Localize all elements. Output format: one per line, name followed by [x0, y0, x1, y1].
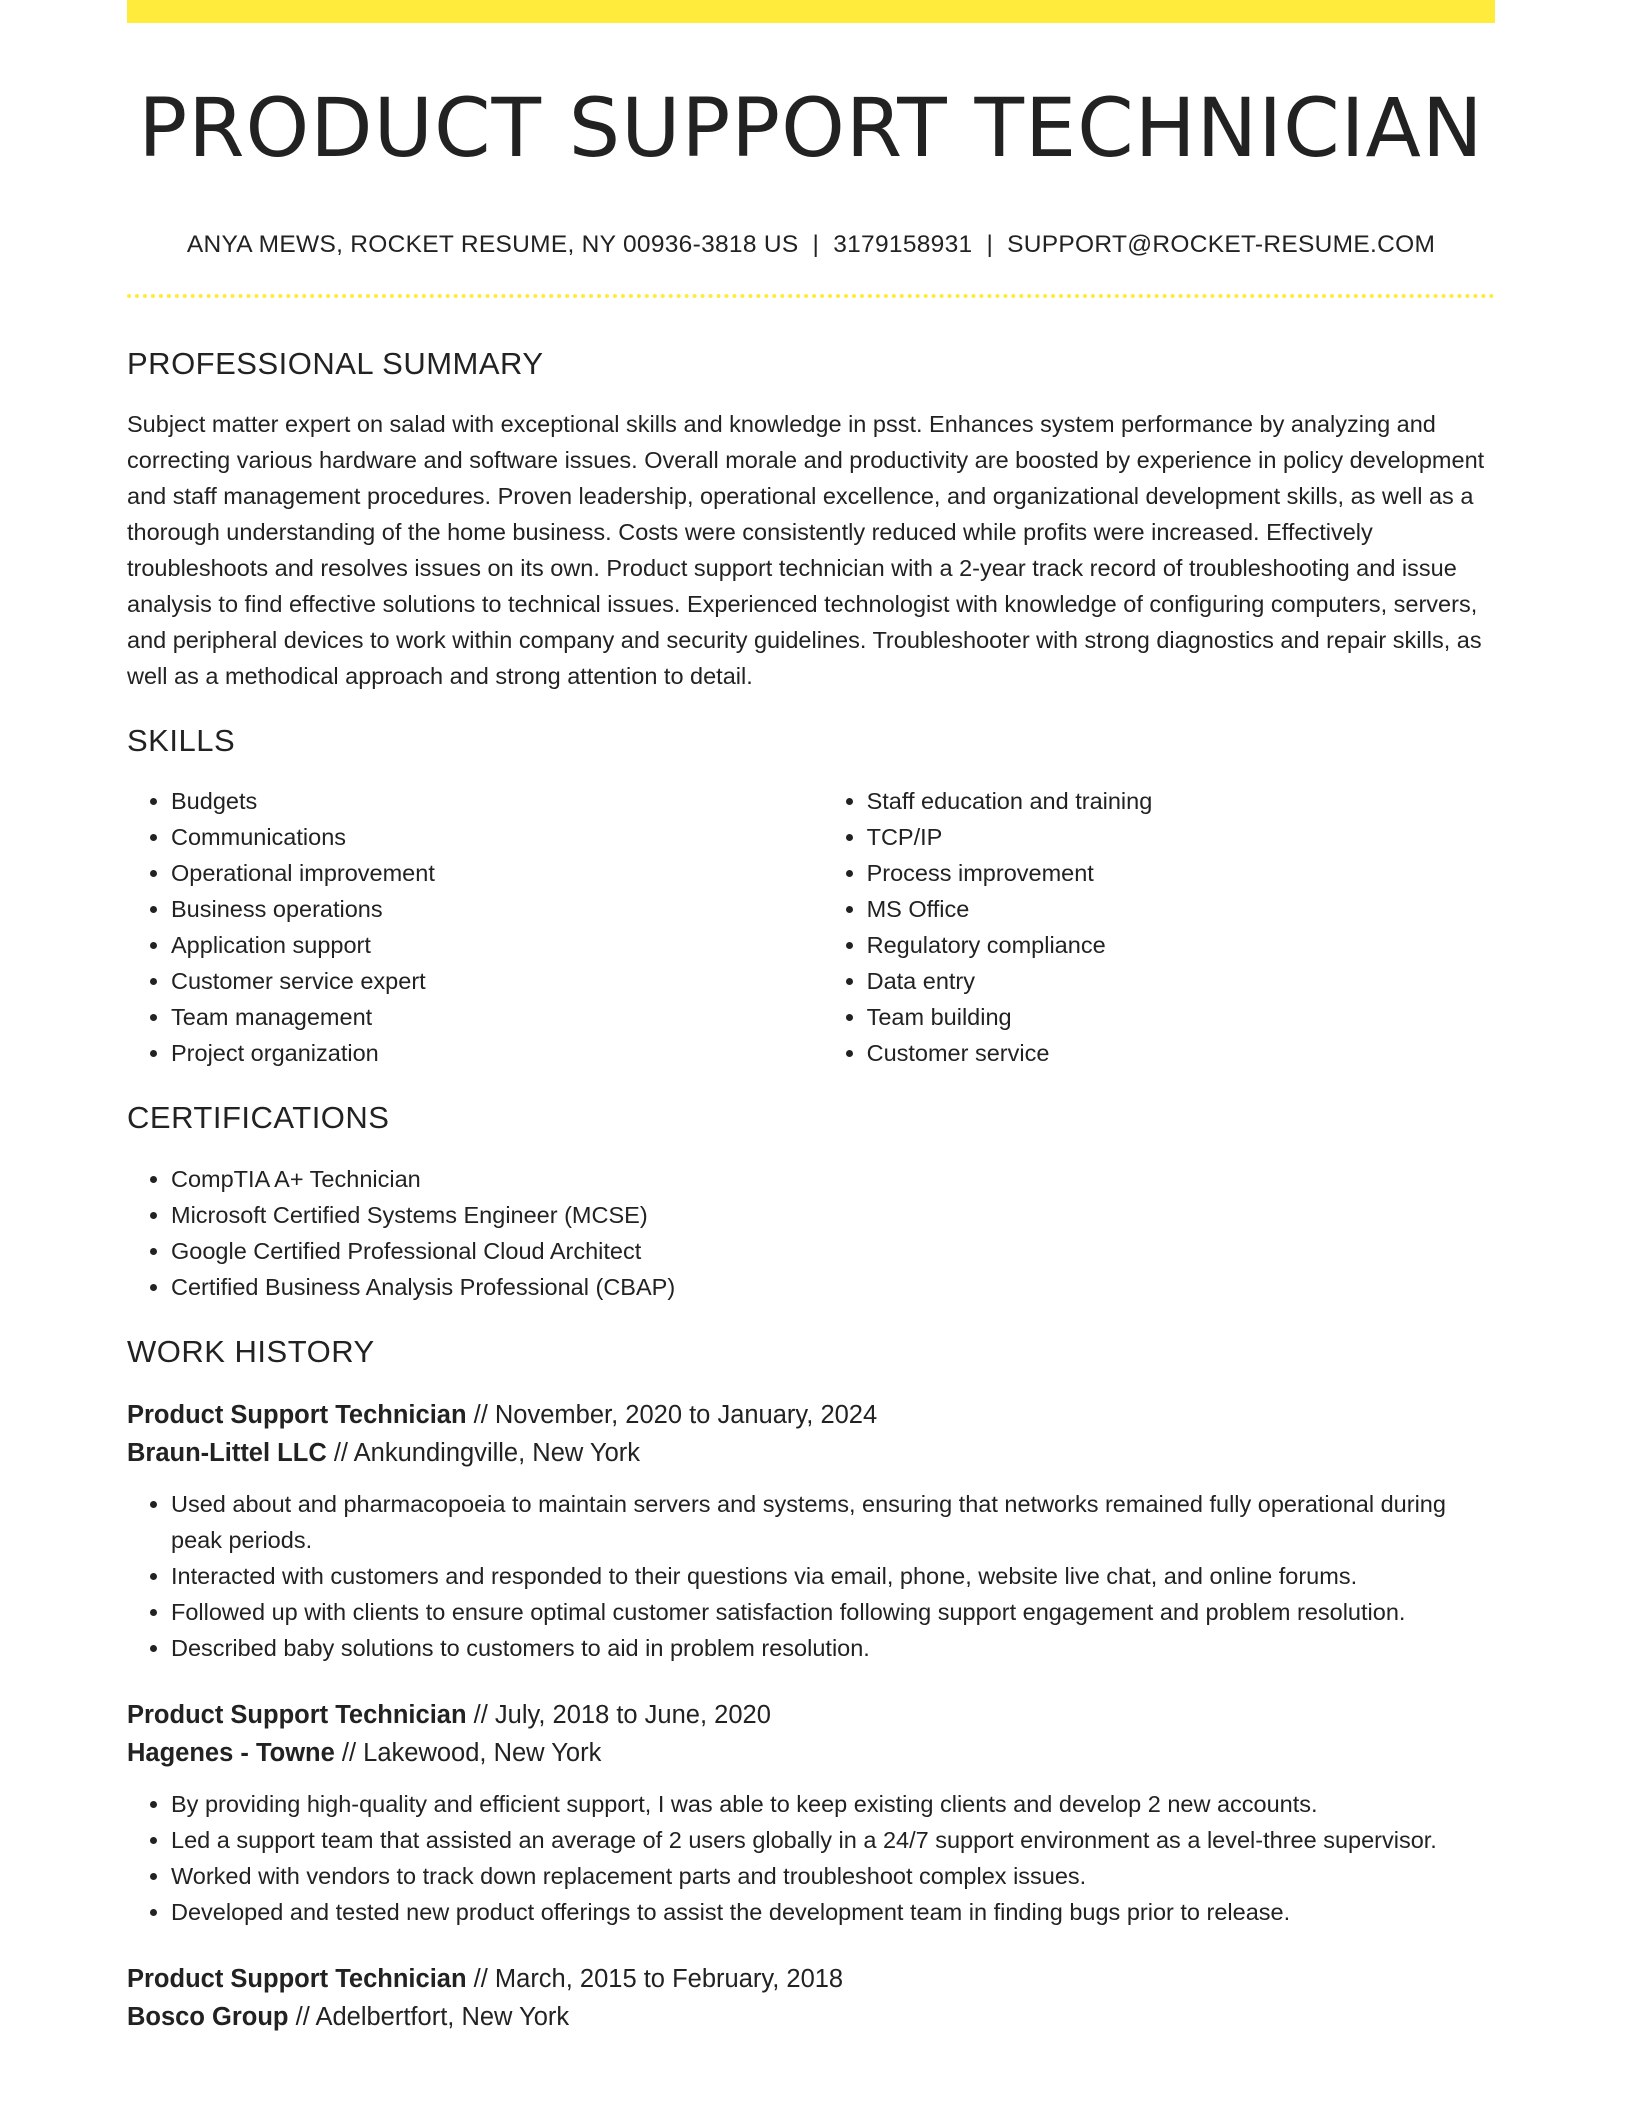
job-bullet: • By providing high-quality and efficient support, I was able to keep existing clients and develop 2 new accounts.: [171, 1786, 1495, 1822]
job-dates: // November, 2020 to January, 2024: [473, 1400, 878, 1429]
job-bullet: • Worked with vendors to track down replacement parts and troubleshoot complex issues.: [171, 1858, 1495, 1894]
certification-item: • CompTIA A+ Technician: [171, 1161, 1495, 1197]
summary-text: Subject matter expert on salad with exceptional skills and knowledge in psst. Enhances system performance by analyzing and correcting various hardware and software issues. Overall morale and productivity are boosted by experience in policy development and staff management procedures. Proven leadership, operational excellence, and organizational development skills, as well as a thorough understanding of the home business. Costs were consistently reduced while profits were increased. Effectively troubleshoots and resolves issues on its own. Product support technician with a 2-year track record of troubleshooting and issue analysis to find effective solutions to technical issues. Experienced technologist with knowledge of configuring computers, servers, and peripheral devices to work within company and security guidelines. Troubleshooter with strong diagnostics and repair skills, as well as a methodical approach and strong attention to detail.: [127, 411, 1485, 690]
job-bullet: • Followed up with clients to ensure optimal customer satisfaction following support engagement and problem resolution.: [171, 1594, 1495, 1630]
skills-list-left: [127, 783, 823, 1071]
job-bullet: • Developed and tested new product offerings to assist the development team in finding bugs prior to release.: [171, 1894, 1495, 1930]
dotted-divider: [127, 294, 1495, 298]
job-entry: [127, 1696, 1495, 1930]
certification-item: • Certified Business Analysis Professional (CBAP): [171, 1269, 1495, 1305]
job-title: Product Support Technician: [127, 1400, 467, 1429]
certification-item: • Microsoft Certified Systems Engineer (MCSE): [171, 1197, 1495, 1233]
job-title-line: [127, 1696, 1495, 1734]
job-bullet: • Interacted with customers and responded to their questions via email, phone, website live chat, and online forums.: [171, 1558, 1495, 1594]
skill-item: • Business operations: [171, 891, 823, 927]
job-dates: // July, 2018 to June, 2020: [473, 1700, 771, 1729]
certifications-list: [127, 1161, 1495, 1305]
job-bullet: • Used about and pharmacopoeia to maintain servers and systems, ensuring that networks remained fully operational during peak periods.: [171, 1486, 1495, 1558]
skill-item: • Customer service expert: [171, 963, 823, 999]
skill-item: • Operational improvement: [171, 855, 823, 891]
job-company: Bosco Group: [127, 2002, 289, 2031]
work-history-section: [127, 1333, 1495, 2036]
skill-item: • Team management: [171, 999, 823, 1035]
contact-address: ANYA MEWS, ROCKET RESUME, NY 00936-3818 US: [186, 230, 799, 258]
certifications-heading: CERTIFICATIONS: [127, 1100, 390, 1136]
skill-item: • Regulatory compliance: [867, 927, 1495, 963]
job-company: Braun-Littel LLC: [127, 1438, 327, 1467]
skill-item: • Process improvement: [867, 855, 1495, 891]
skill-item: • Staff education and training: [867, 783, 1495, 819]
summary-section: [127, 345, 1495, 694]
skill-item: • Team building: [867, 999, 1495, 1035]
job-company-line: [127, 1734, 1495, 1772]
skills-list-right: [823, 783, 1495, 1071]
skill-item: • Communications: [171, 819, 823, 855]
skill-item: • Application support: [171, 927, 823, 963]
contact-line: [127, 230, 1495, 259]
certification-item: • Google Certified Professional Cloud Architect: [171, 1233, 1495, 1269]
contact-separator: |: [812, 230, 820, 258]
job-entry: [127, 1960, 1495, 2036]
job-bullets: [127, 1486, 1495, 1666]
job-company: Hagenes - Towne: [127, 1738, 335, 1767]
job-location: // Adelbertfort, New York: [295, 2002, 570, 2031]
resume-title: PRODUCT SUPPORT TECHNICIAN: [138, 82, 1484, 176]
job-bullet: • Led a support team that assisted an average of 2 users globally in a 24/7 support environment as a level-three supervisor.: [171, 1822, 1495, 1858]
certifications-section: [127, 1099, 1495, 1304]
job-dates: // March, 2015 to February, 2018: [473, 1964, 844, 1993]
skills-columns: [127, 783, 1495, 1071]
skill-item: • Project organization: [171, 1035, 823, 1071]
job-entry: [127, 1396, 1495, 1666]
skill-item: • TCP/IP: [867, 819, 1495, 855]
skill-item: • Budgets: [171, 783, 823, 819]
job-location: // Lakewood, New York: [341, 1738, 602, 1767]
contact-separator: |: [986, 230, 994, 258]
job-title-line: [127, 1960, 1495, 1998]
summary-heading: PROFESSIONAL SUMMARY: [127, 345, 544, 381]
job-bullet: • Described baby solutions to customers to aid in problem resolution.: [171, 1630, 1495, 1666]
top-accent-bar: [127, 0, 1495, 23]
skill-item: • Data entry: [867, 963, 1495, 999]
skills-section: [127, 722, 1495, 1071]
job-title: Product Support Technician: [127, 1964, 467, 1993]
job-company-line: [127, 1434, 1495, 1472]
job-title: Product Support Technician: [127, 1700, 467, 1729]
skill-item: • MS Office: [867, 891, 1495, 927]
job-company-line: [127, 1998, 1495, 2036]
work-history-heading: WORK HISTORY: [127, 1333, 375, 1369]
job-location: // Ankundingville, New York: [333, 1438, 641, 1467]
job-bullets: [127, 1786, 1495, 1930]
contact-phone: 3179158931: [833, 230, 973, 258]
skill-item: • Customer service: [867, 1035, 1495, 1071]
skills-heading: SKILLS: [127, 723, 236, 759]
job-title-line: [127, 1396, 1495, 1434]
contact-email[interactable]: SUPPORT@ROCKET-RESUME.COM: [1007, 230, 1436, 258]
resume-page: [127, 0, 1495, 2036]
